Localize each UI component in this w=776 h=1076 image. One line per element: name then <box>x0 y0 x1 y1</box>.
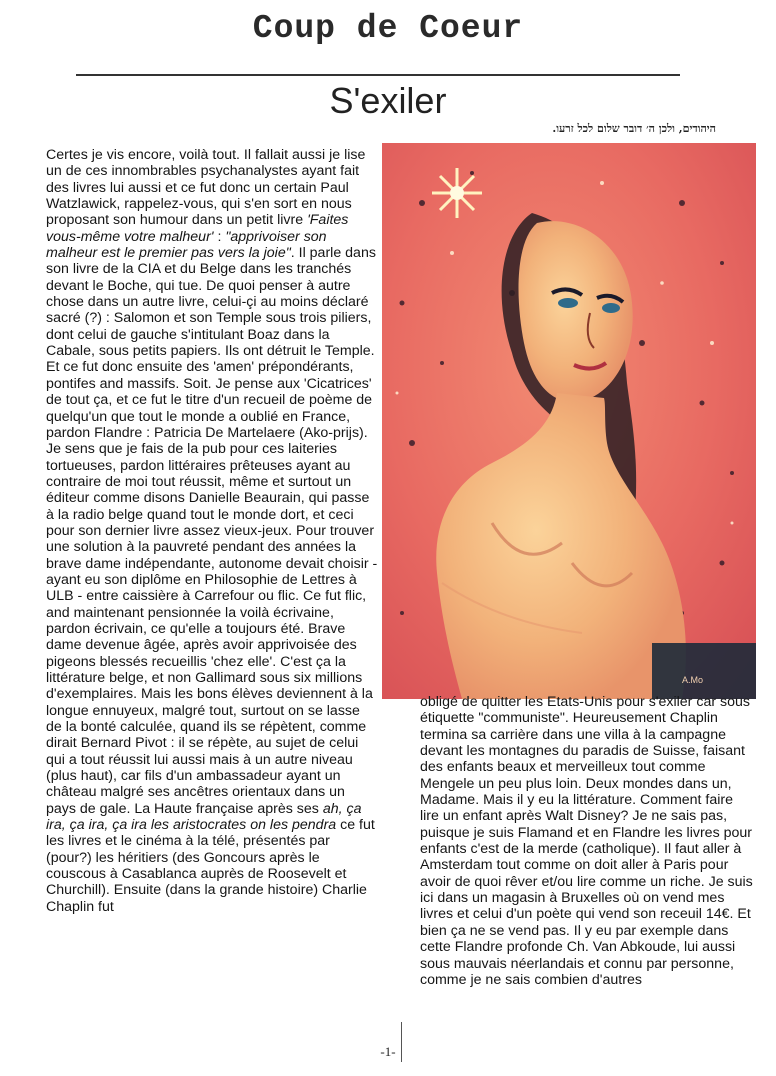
right-column <box>420 694 754 988</box>
colon: : <box>213 228 226 245</box>
left-column <box>46 147 378 915</box>
left-column-text <box>46 147 378 915</box>
article-title: S'exiler <box>329 80 447 121</box>
song-quote: ah, ça ira, ça ira, ça ira les aristocrates on les pendra <box>46 800 362 834</box>
book-quote: "apprivoiser son malheur est le premier pas vers la joie" <box>46 228 327 262</box>
painting-image <box>382 143 756 699</box>
painting-signature: A.Mo <box>682 675 704 685</box>
magazine-section-title: Coup de Coeur <box>252 10 524 47</box>
title-divider <box>76 74 680 76</box>
main-text: . Il parle dans son livre de la CIA et du Belge dans les tranchés devant le Boche, qui tue. De quoi penser à autre chose dans un autre livre, celui-çi au moins déclaré sacré (?) : Salomon et son Temple sous trois piliers, dont celui de gauche s'intitulant Boaz dans la Cabale, sous petits papiers. Ils ont détruit le Temple. Et ce fut donc ensuite des 'amen' prépondérants, pontifes and massifs. Soit. Je pense aux 'Cicatrices' de tout ça, et ce fut le titre d'un recueil de poème de quelqu'un que tout le monde a oublié en France, pardon Flandre : Patricia De Martelaere (Ako-prijs). Je sens que je fais de la pub pour ces laiteries tortueuses, pardon littéraires prêteuses ayant au contraire de moi tout réussit, même et surtout un éditeur comme disons Danielle Beaurain, qui passe à la radio belge quand tout le monde dort, et ceci pour son dernier livre assez vieux-jeux. Pour trouver une solution à la pauvreté pendant des années la brave dame indépendante, autonome devait choisir - ayant eu son diplôme en Philosophie de Lettres à ULB - entre caissière à Carrefour ou flic. Ce fut flic, and maintenant pensionnée la voilà écrivaine, pardon écrivain, ce qu'elle a toujours été. Brave dame devenue âgée, après avoir apprivoisée des pigeons blessés recueillis 'chez elle'. C'est ça la littérature belge, et non Gallimard sous six millions d'exemplaires. Mais les bons élèves deviennent à la longue ennuyeux, malgré tout, surtout on se lasse de la bonté calculée, quand ils se répètent, comme dirait Bernard Pivot : il se répète, au sujet de celui qui a tout réussit lui aussi mais à un autre niveau (plus haut), car fils d'un ambassadeur ayant un château malgré ses ancêtres orientaux dans un pays de gale. La Haute française après ses <box>46 245 378 817</box>
intro-text: Certes je vis encore, voilà tout. Il fallait aussi je lise un de ces innombrables psychanalystes ayant fait des livres lui aussi et ce fut donc un certain Paul Watzlawick, rappelez-vous, qui s'en sort en nous proposant son humour dans un petit livre <box>46 147 366 229</box>
book-title: 'Faites vous-même votre malheur' <box>46 212 349 245</box>
hebrew-caption: היהודים, ולכן ה׳ דובר שלום לכל זרעו. <box>552 122 716 135</box>
closing-text: ce fut les livres et le cinéma à la télé, présentés par (pour?) les héritiers (des Goncours après le couscous à Casablanca auprès de Roosevelt et Churchill). Ensuite (dans la grande histoire) Charlie Chaplin fut <box>46 817 375 915</box>
portrait-painting <box>382 143 756 699</box>
page-number: -1- <box>380 1044 396 1059</box>
right-column-text: obligé de quitter les Etats-Unis pour s'exiler car sous étiquette "communiste". Heureusement Chaplin termina sa carrière dans une villa à la campagne devant les montagnes du paradis de Suisse, faisant des enfants beaux et merveilleux tout comme Mengele un peu plus loin. Deux mondes dans un, Madame. Mais il y eu la littérature. Comment faire lire un enfant après Walt Disney? Je ne sais pas, puisque je suis Flamand et en Flandre les livres pour enfants c'est de la merde (catholique). Il faut aller à Amsterdam tout comme on doit aller à Paris pour avoir de quoi rêver et/ou lire comme un riche. Je suis ici dans un magasin à Bruxelles où on vend mes livres et celui d'un poète qui vend son receuil 14€. Et bien ça ne se vend pas. Il y eu par exemple dans cette Flandre profonde Ch. Van Abkoude, lui aussi sous mauvais néerlandais et connu par personne, comme je ne sais combien d'autres <box>420 694 753 988</box>
